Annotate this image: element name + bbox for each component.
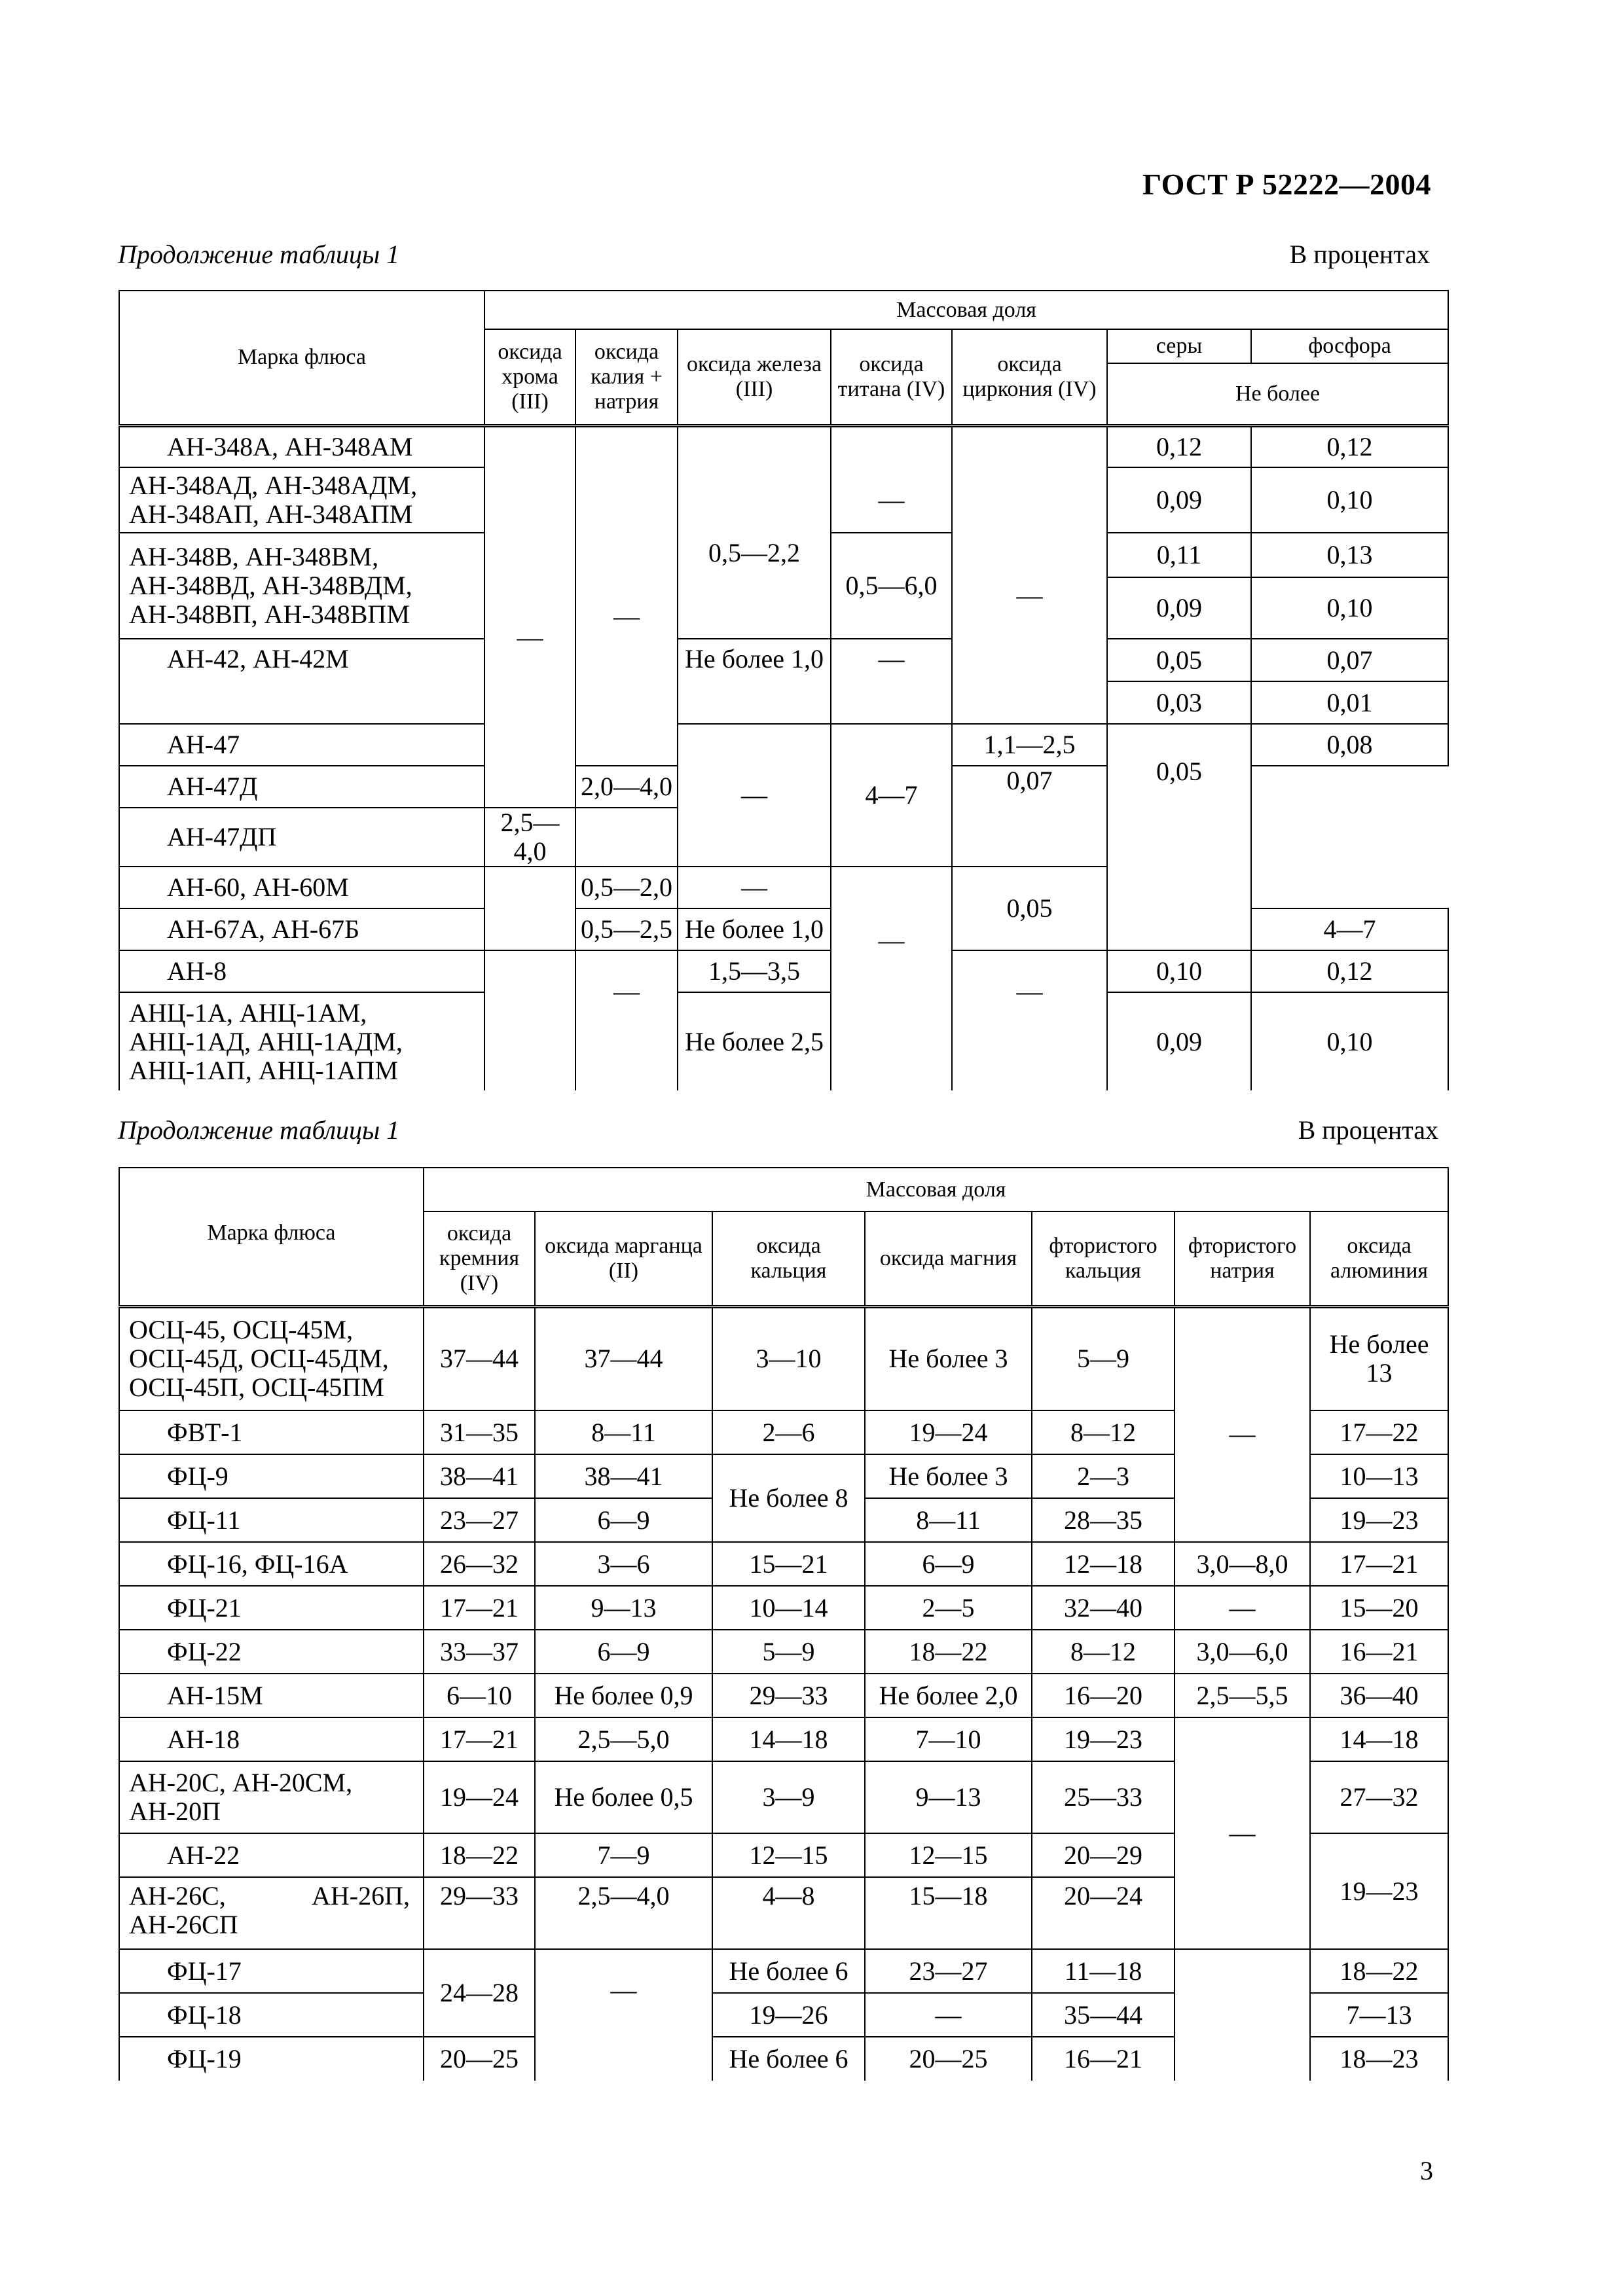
cell-value: 19—23 (1032, 1717, 1175, 1761)
cell-value: 37—44 (424, 1306, 535, 1410)
cell-value: — (831, 639, 952, 724)
cell-value: 29—33 (712, 1674, 865, 1717)
cell-value: Не более 2,0 (865, 1674, 1032, 1717)
cell-empty (484, 867, 575, 908)
cell-value: 36—40 (1310, 1674, 1448, 1717)
standard-header: ГОСТ Р 52222—2004 (1142, 168, 1431, 201)
brand-part: АН-26П, (312, 1881, 410, 1910)
table-row-brand: АН-15М (119, 1674, 424, 1717)
cell-value: — (535, 1949, 712, 2081)
table-row-brand: АН-47ДП (119, 808, 484, 867)
cell-value: 14—18 (1310, 1717, 1448, 1761)
cell-empty (831, 425, 952, 467)
not-more-header: Не более (1107, 363, 1448, 425)
table-row-brand: ФВТ-1 (119, 1410, 424, 1454)
cell-empty (678, 425, 831, 467)
table-row-brand: АН-348В, АН-348ВМ, АН-348ВД, АН-348ВДМ, АН-348ВП, АН-348ВПМ (119, 533, 484, 639)
cell-value: 0,10 (1251, 467, 1448, 533)
col-caf2-header: фтористого кальция (1032, 1211, 1175, 1306)
table-row-brand: АН-67А, АН-67Б (119, 908, 484, 950)
table2-caption: Продолжение таблицы 1 (118, 1115, 400, 1145)
table-row-brand: АН-348А, АН-348АМ (119, 425, 484, 467)
cell-value: 3—6 (535, 1542, 712, 1586)
cell-value: 2,5—4,0 (484, 808, 575, 867)
table-row-brand: ФЦ-19 (119, 2037, 424, 2081)
brand-line (129, 1882, 419, 1910)
cell-empty (952, 425, 1107, 467)
cell-value: 19—26 (712, 1993, 865, 2037)
cell-value: 2—6 (712, 1410, 865, 1454)
table-row-brand: АН-18 (119, 1717, 424, 1761)
cell-value: 19—24 (865, 1410, 1032, 1454)
table-row-brand: ФЦ-18 (119, 1993, 424, 2037)
cell-empty (484, 908, 575, 950)
cell-stack (1107, 639, 1251, 724)
table-row-brand (119, 1877, 424, 1949)
col-potassium-header: оксида калия + натрия (575, 329, 678, 425)
cell-value: Не более 6 (712, 1949, 865, 1993)
col-phosphorus-header: фосфора (1251, 329, 1448, 363)
cell-value: 38—41 (535, 1454, 712, 1498)
mass-fraction-header: Массовая доля (484, 291, 1448, 329)
cell-value: — (952, 950, 1107, 1090)
cell-value: 2,0—4,0 (575, 766, 678, 808)
cell-value: 0,10 (1251, 992, 1448, 1090)
cell-stack (1251, 639, 1448, 724)
cell-value: 12—18 (1032, 1542, 1175, 1586)
cell-value: Не более 3 (865, 1454, 1032, 1498)
table-row-brand: ОСЦ-45, ОСЦ-45М, ОСЦ-45Д, ОСЦ-45ДМ, ОСЦ-45П, ОСЦ-45ПМ (119, 1306, 424, 1410)
cell-value: 0,09 (1156, 593, 1202, 622)
cell-value: — (952, 467, 1107, 724)
cell-value: 17—21 (424, 1586, 535, 1630)
cell-value: 12—15 (712, 1833, 865, 1877)
page-number: 3 (1420, 2156, 1433, 2185)
table-row-brand: ФЦ-16, ФЦ-16А (119, 1542, 424, 1586)
cell-value: 0,10 (1107, 950, 1251, 992)
col-titanium-header: оксида титана (IV) (831, 329, 952, 425)
cell-value: 6—10 (424, 1674, 535, 1717)
cell-value: 7—9 (535, 1833, 712, 1877)
cell-value: 27—32 (1310, 1761, 1448, 1833)
cell-value: 6—9 (535, 1630, 712, 1674)
cell-value: 17—22 (1310, 1410, 1448, 1454)
cell-value: 0,09 (1107, 992, 1251, 1090)
cell-value: Не более 6 (712, 2037, 865, 2081)
cell-value: 3,0—6,0 (1175, 1630, 1310, 1674)
table-row-brand: АНЦ-1А, АНЦ-1АМ, АНЦ-1АД, АНЦ-1АДМ, АНЦ-1АП, АНЦ-1АПМ (119, 992, 484, 1090)
cell-value: 18—22 (424, 1833, 535, 1877)
cell-value: 0,09 (1107, 467, 1251, 533)
cell-value: — (678, 867, 831, 908)
cell-value: — (831, 467, 952, 533)
cell-value: 19—23 (1310, 1498, 1448, 1542)
cell-value: 0,12 (1251, 950, 1448, 992)
cell-value: 2—3 (1032, 1454, 1175, 1498)
cell-value: 25—33 (1032, 1761, 1175, 1833)
cell-value: 1,5—3,5 (678, 950, 831, 992)
cell-value: 19—23 (1310, 1833, 1448, 1949)
cell-value: — (1175, 1717, 1310, 1949)
cell-value: — (678, 724, 831, 867)
cell-value: 16—21 (1310, 1630, 1448, 1674)
table1-caption: Продолжение таблицы 1 (118, 240, 400, 269)
cell-value: Не более 1,0 (678, 908, 831, 950)
cell-empty (484, 425, 575, 467)
cell-value: 2,5—5,0 (535, 1717, 712, 1761)
cell-value: 2,5—4,0 (535, 1877, 712, 1949)
brand-part: АН-26С, (129, 1881, 226, 1910)
cell-value: 23—27 (865, 1949, 1032, 1993)
cell-value: 0,05 (1108, 639, 1250, 682)
cell-value: 1,1—2,5 (952, 724, 1107, 766)
cell-value: 8—12 (1032, 1630, 1175, 1674)
cell-value: 5—9 (1032, 1306, 1175, 1410)
table-row-brand: АН-20С, АН-20СМ, АН-20П (119, 1761, 424, 1833)
cell-value: 0,01 (1326, 688, 1373, 717)
cell-value: 0,05 (1107, 724, 1251, 950)
cell-value: 28—35 (1032, 1498, 1175, 1542)
table-row-brand: АН-348АД, АН-348АДМ, АН-348АП, АН-348АПМ (119, 467, 484, 533)
cell-value: Не более 0,5 (535, 1761, 712, 1833)
col-manganese-header: оксида марганца (II) (535, 1211, 712, 1306)
table-row-brand: АН-8 (119, 950, 484, 992)
cell-value: 0,5—2,0 (575, 867, 678, 908)
table1 (119, 290, 1449, 1090)
cell-value: 16—21 (1032, 2037, 1175, 2081)
cell-stack (1251, 533, 1448, 639)
cell-value: Не более 0,9 (535, 1674, 712, 1717)
cell-value: 0,5—2,2 (678, 467, 831, 639)
cell-value: 26—32 (424, 1542, 535, 1586)
cell-value: 15—21 (712, 1542, 865, 1586)
cell-value: 0,11 (1108, 533, 1250, 578)
cell-value: 2—5 (865, 1586, 1032, 1630)
cell-value: 0,08 (1251, 724, 1448, 766)
cell-value: 10—14 (712, 1586, 865, 1630)
col-aluminium-header: оксида алюминия (1310, 1211, 1448, 1306)
cell-empty (1175, 1949, 1310, 2081)
cell-empty (484, 950, 575, 1090)
cell-value: Не более 8 (712, 1454, 865, 1542)
cell-value: 8—11 (535, 1410, 712, 1454)
cell-value: 0,12 (1251, 425, 1448, 467)
col-chromium-header: оксида хрома (III) (484, 329, 575, 425)
cell-value: Не более 13 (1310, 1306, 1448, 1410)
cell-value: — (831, 867, 952, 1090)
cell-value: 3—9 (712, 1761, 865, 1833)
cell-value: 18—22 (1310, 1949, 1448, 1993)
cell-value: Не более 1,0 (678, 639, 831, 724)
cell-value: 0,10 (1326, 593, 1373, 622)
cell-value: 8—11 (865, 1498, 1032, 1542)
table-row-brand: ФЦ-21 (119, 1586, 424, 1630)
col-brand-header: Марка флюса (119, 291, 484, 425)
cell-value: 7—13 (1310, 1993, 1448, 2037)
cell-value: — (1175, 1306, 1310, 1542)
cell-value: 33—37 (424, 1630, 535, 1674)
table-row-brand: АН-47 (119, 724, 484, 766)
cell-value: 7—10 (865, 1717, 1032, 1761)
cell-value: 17—21 (424, 1717, 535, 1761)
table-row-brand: АН-60, АН-60М (119, 867, 484, 908)
cell-value: 6—9 (535, 1498, 712, 1542)
col-zirconium-header: оксида циркония (IV) (952, 329, 1107, 425)
col-brand-header: Марка флюса (119, 1168, 424, 1306)
mass-fraction-header: Массовая доля (424, 1168, 1448, 1211)
cell-value: 23—27 (424, 1498, 535, 1542)
cell-value: 29—33 (424, 1877, 535, 1949)
table-row-brand: ФЦ-17 (119, 1949, 424, 1993)
cell-value: 14—18 (712, 1717, 865, 1761)
cell-value: 15—20 (1310, 1586, 1448, 1630)
cell-value: 3,0—8,0 (1175, 1542, 1310, 1586)
cell-value: 18—23 (1310, 2037, 1448, 2081)
cell-value: — (484, 467, 575, 808)
cell-value: 0,03 (1156, 688, 1202, 717)
cell-value: — (575, 950, 678, 1090)
cell-value: — (575, 467, 678, 766)
cell-value: 4—7 (1251, 908, 1448, 950)
cell-value: 11—18 (1032, 1949, 1175, 1993)
cell-value: 0,5—6,0 (831, 533, 952, 639)
cell-value: 0,05 (952, 867, 1107, 950)
cell-value: 32—40 (1032, 1586, 1175, 1630)
cell-value: 0,12 (1107, 425, 1251, 467)
cell-value: 4—8 (712, 1877, 865, 1949)
cell-value: 15—18 (865, 1877, 1032, 1949)
cell-value: 5—9 (712, 1630, 865, 1674)
cell-value: 35—44 (1032, 1993, 1175, 2037)
table2-units: В процентах (1298, 1115, 1438, 1145)
cell-value: 3—10 (712, 1306, 865, 1410)
cell-value: 9—13 (535, 1586, 712, 1630)
cell-value: 24—28 (424, 1949, 535, 2037)
cell-value: Не более 3 (865, 1306, 1032, 1410)
table-row-brand: ФЦ-22 (119, 1630, 424, 1674)
cell-value: 37—44 (535, 1306, 712, 1410)
cell-value: — (865, 1993, 1032, 2037)
table-row-brand: АН-42, АН-42М (119, 639, 484, 724)
cell-value: 20—24 (1032, 1877, 1175, 1949)
table1-units: В процентах (1289, 240, 1430, 269)
table-row-brand: АН-22 (119, 1833, 424, 1877)
cell-value: 20—25 (865, 2037, 1032, 2081)
cell-value: — (1175, 1586, 1310, 1630)
col-sulfur-header: серы (1107, 329, 1251, 363)
cell-value: 17—21 (1310, 1542, 1448, 1586)
cell-stack (1107, 533, 1251, 639)
cell-value: 2,5—5,5 (1175, 1674, 1310, 1717)
cell-value: 20—25 (424, 2037, 535, 2081)
cell-value: 10—13 (1310, 1454, 1448, 1498)
cell-value: 20—29 (1032, 1833, 1175, 1877)
col-silicon-header: оксида кремния (IV) (424, 1211, 535, 1306)
cell-value: 0,5—2,5 (575, 908, 678, 950)
cell-value: Не более 2,5 (678, 992, 831, 1090)
cell-value: 12—15 (865, 1833, 1032, 1877)
cell-value: 4—7 (831, 724, 952, 867)
cell-value: 0,07 (1252, 639, 1448, 682)
table-row-brand: ФЦ-9 (119, 1454, 424, 1498)
cell-value: 18—22 (865, 1630, 1032, 1674)
cell-value: 6—9 (865, 1542, 1032, 1586)
cell-value: 38—41 (424, 1454, 535, 1498)
col-iron-header: оксида железа (III) (678, 329, 831, 425)
table-row-brand: ФЦ-11 (119, 1498, 424, 1542)
brand-part: АН-26СП (129, 1910, 238, 1939)
cell-value: 19—24 (424, 1761, 535, 1833)
col-magnesium-header: оксида магния (865, 1211, 1032, 1306)
cell-empty (575, 425, 678, 467)
cell-value: 8—12 (1032, 1410, 1175, 1454)
table2 (119, 1167, 1449, 2081)
cell-value: 9—13 (865, 1761, 1032, 1833)
cell-value: 16—20 (1032, 1674, 1175, 1717)
col-naf-header: фтористого натрия (1175, 1211, 1310, 1306)
table-row-brand: АН-47Д (119, 766, 484, 808)
cell-value: 0,07 (952, 766, 1107, 867)
cell-value: 0,13 (1252, 533, 1448, 578)
cell-value: 31—35 (424, 1410, 535, 1454)
col-calcium-header: оксида кальция (712, 1211, 865, 1306)
